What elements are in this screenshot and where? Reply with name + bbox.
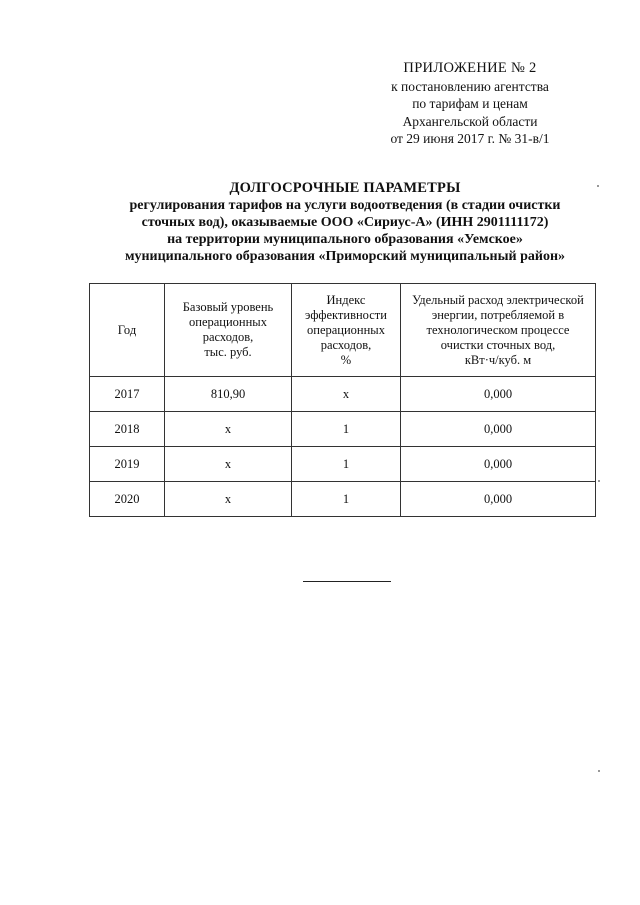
heading-line: муниципального образования «Приморский муниципальный район» [124, 249, 566, 264]
header-year: Год [90, 284, 165, 377]
table-row [90, 447, 596, 482]
cell-index: 1 [292, 482, 401, 517]
cell-year: 2018 [90, 412, 165, 447]
cell-year: 2020 [90, 482, 165, 517]
table-row [90, 482, 596, 517]
cell-base: x [165, 412, 292, 447]
appendix-block [360, 60, 580, 148]
table-row [90, 377, 596, 412]
heading-line: сточных вод), оказываемые ООО «Сириус-А» (ИНН 2901111172) [141, 215, 549, 230]
cell-index: 1 [292, 412, 401, 447]
header-energy-consumption: Удельный расход электрической энергии, потребляемой в технологическом процессе очистки сточных вод, кВт·ч/куб. м [401, 284, 596, 377]
cell-energy: 0,000 [401, 412, 596, 447]
scan-speck [598, 770, 600, 772]
closing-divider [303, 581, 391, 582]
cell-index: 1 [292, 447, 401, 482]
cell-base: x [165, 447, 292, 482]
scan-speck [598, 480, 600, 482]
scan-speck [597, 185, 599, 187]
header-efficiency-index: Индекс эффективности операционных расходов, % [292, 284, 401, 377]
cell-year: 2017 [90, 377, 165, 412]
header-base-level: Базовый уровень операционных расходов, тыс. руб. [165, 284, 292, 377]
cell-energy: 0,000 [401, 447, 596, 482]
parameters-table [89, 283, 596, 517]
table-header-row [90, 284, 596, 377]
cell-energy: 0,000 [401, 377, 596, 412]
cell-base: x [165, 482, 292, 517]
cell-energy: 0,000 [401, 482, 596, 517]
heading-line: на территории муниципального образования «Уемское» [167, 232, 523, 247]
appendix-line: Архангельской области [402, 113, 538, 129]
heading-line: регулирования тарифов на услуги водоотведения (в стадии очистки [129, 198, 561, 213]
appendix-line: к постановлению агентства [391, 78, 549, 94]
document-heading [80, 180, 610, 265]
cell-base: 810,90 [165, 377, 292, 412]
document-title: ДОЛГОСРОЧНЫЕ ПАРАМЕТРЫ [229, 180, 461, 196]
appendix-line: от 29 июня 2017 г. № 31-в/1 [390, 131, 550, 146]
cell-index: x [292, 377, 401, 412]
appendix-line: по тарифам и ценам [412, 96, 528, 111]
table-row [90, 412, 596, 447]
cell-year: 2019 [90, 447, 165, 482]
appendix-title: ПРИЛОЖЕНИЕ № 2 [403, 60, 537, 76]
